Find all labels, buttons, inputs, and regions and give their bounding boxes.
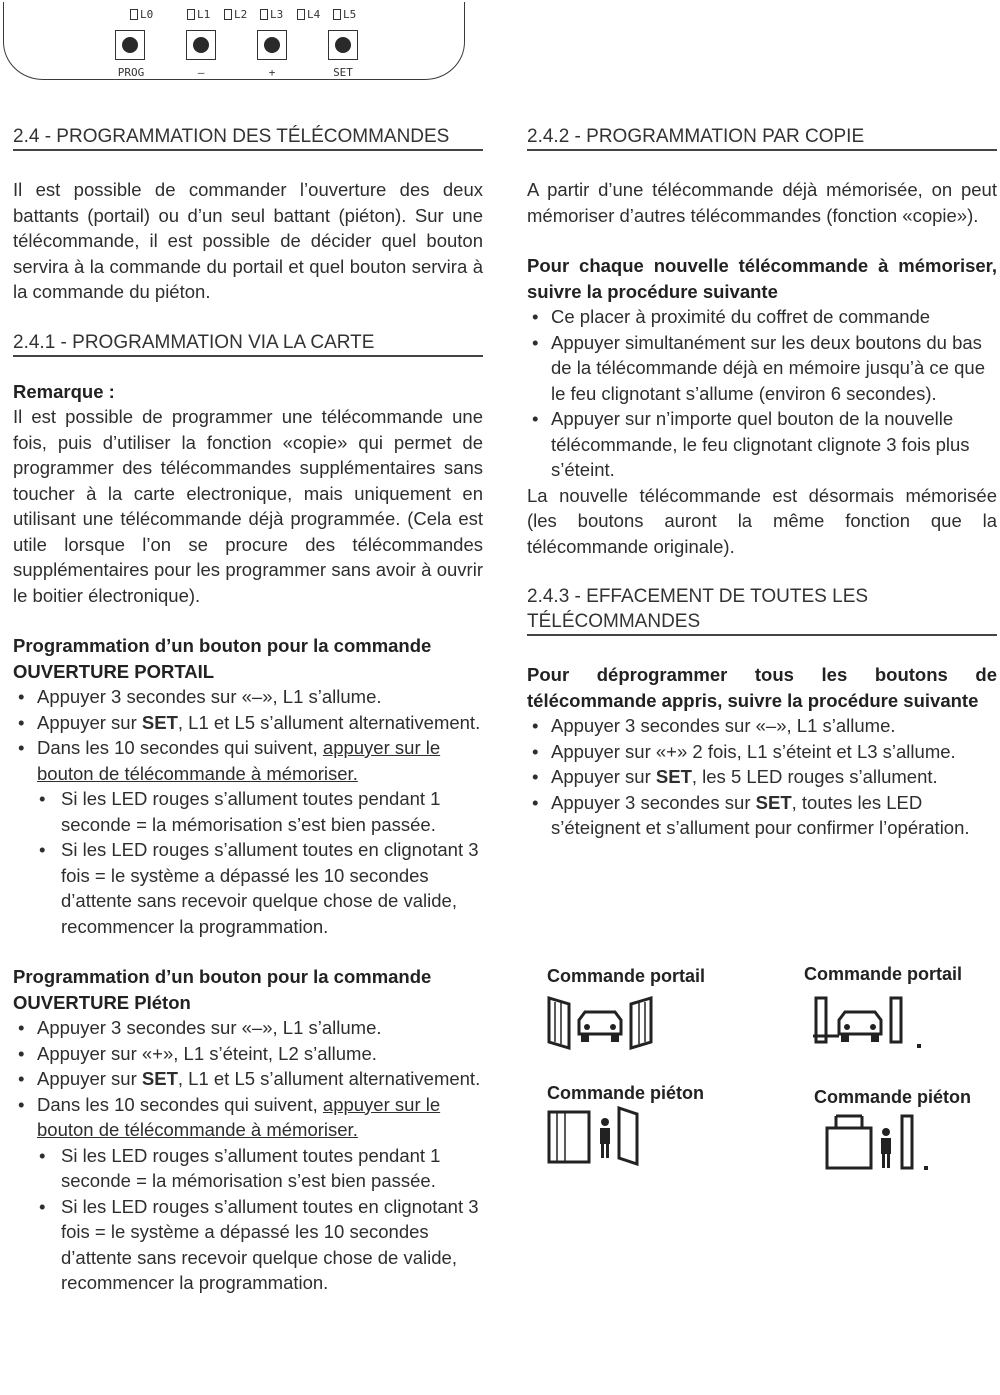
led-l5: L5 [333, 8, 356, 21]
remark-paragraph: Il est possible de programmer une télécommande une fois, puis d’utiliser la fonction «copie» qui permet de programmer des télécommandes supplémentaires sans toucher à la carte electronique, mais uniquement en utilisant une télécommande déjà programmée. (Cela est utile lorsque l’on se procure des télécommandes supplémentaires pour les programmer sans avoir à ouvrir le boitier électronique). [13, 406, 483, 606]
plus-button[interactable] [257, 30, 287, 60]
list-item: • Appuyer sur SET, L1 et L5 s’allument alternativement. [13, 1066, 483, 1092]
picto-title-portail-swing: Commande portail [547, 966, 706, 986]
list-item: • Appuyer sur SET, les 5 LED rouges s’allument. [527, 764, 997, 790]
list-item: • Appuyer 3 secondes sur SET, toutes les LED s’éteignent et s’allument pour confirmer l’opération. [527, 790, 997, 841]
remark-title: Remarque : [13, 380, 115, 402]
sliding-gate-car-icon [813, 994, 925, 1052]
swing-gate-pedestrian-icon [545, 1104, 645, 1168]
picto-title-portail-slide: Commande portail [804, 964, 963, 984]
list-item: • Appuyer 3 secondes sur «–», L1 s’allume. [13, 1015, 483, 1041]
list-item: • Appuyer sur SET, L1 et L5 s’allument alternativement. [13, 710, 483, 736]
list-item: • Ce placer à proximité du coffret de commande [527, 304, 997, 330]
list-item: • Appuyer sur «+» 2 fois, L1 s’éteint et L3 s’allume. [527, 739, 997, 765]
minus-button[interactable] [186, 30, 216, 60]
prog-pieton-title: Programmation d’un bouton pour la commande OUVERTURE PIéton [13, 966, 432, 1013]
section-title-2-4-3: 2.4.3 - EFFACEMENT DE TOUTES LES TÉLÉCOMMANDES [527, 584, 997, 636]
led-l1: L1 [187, 8, 210, 21]
prog-button[interactable] [115, 30, 145, 60]
led-l4: L4 [297, 8, 320, 21]
list-item: • Appuyer 3 secondes sur «–», L1 s’allume. [527, 713, 997, 739]
list-item: • Dans les 10 secondes qui suivent, appuyer sur le bouton de télécommande à mémoriser. [13, 1092, 483, 1143]
prog-pieton-results [13, 1143, 483, 1296]
left-column [13, 124, 483, 1296]
sliding-gate-pedestrian-icon [824, 1110, 934, 1172]
control-board [3, 2, 465, 80]
erase-procedure-title: Pour déprogrammer tous les boutons de télécommande appris, suivre la procédure suivante [527, 664, 997, 711]
led-l2: L2 [224, 8, 247, 21]
section-title-2-4-2: 2.4.2 - PROGRAMMATION PAR COPIE [527, 124, 997, 151]
list-item: • Appuyer sur «+», L1 s’éteint, L2 s’allume. [13, 1041, 483, 1067]
led-l3: L3 [260, 8, 283, 21]
section-title-2-4-1: 2.4.1 - PROGRAMMATION VIA LA CARTE [13, 330, 483, 357]
list-item: • Appuyer sur n’importe quel bouton de la nouvelle télécommande, le feu clignotant clignote 3 fois plus s’éteint. [527, 406, 997, 483]
plus-label: + [268, 66, 276, 79]
list-item: • Appuyer simultanément sur les deux boutons du bas de la télécommande déjà en mémoire jusqu’à ce que le feu clignotant s’allume (environ 6 secondes). [527, 330, 997, 407]
list-item: • Dans les 10 secondes qui suivent, appuyer sur le bouton de télécommande à mémoriser. [13, 735, 483, 786]
prog-portail-steps [13, 684, 483, 786]
copy-procedure-title: Pour chaque nouvelle télécommande à mémoriser, suivre la procédure suivante [527, 255, 997, 302]
picto-title-pieton-slide: Commande piéton [814, 1087, 972, 1107]
prog-portail-title: Programmation d’un bouton pour la commande OUVERTURE PORTAIL [13, 635, 432, 682]
copy-outro: La nouvelle télécommande est désormais mémorisée (les boutons auront la même fonction que la télécommande originale). [527, 484, 997, 557]
list-item: • Si les LED rouges s’allument toutes pendant 1 seconde = la mémorisation s’est bien passée. [13, 1143, 483, 1194]
prog-portail-results [13, 786, 483, 939]
picto-title-pieton-swing: Commande piéton [547, 1083, 705, 1103]
set-button[interactable] [328, 30, 358, 60]
erase-steps [527, 713, 997, 841]
list-item: • Appuyer 3 secondes sur «–», L1 s’allume. [13, 684, 483, 710]
section-title-2-4: 2.4 - PROGRAMMATION DES TÉLÉCOMMANDES [13, 124, 483, 151]
list-item: • Si les LED rouges s’allument toutes en clignotant 3 fois = le système a dépassé les 10 secondes d’attente sans recevoir quelque chose de valide, recommencer la programmation. [13, 837, 483, 939]
led-l0: L0 [130, 8, 153, 21]
swing-gate-car-icon [545, 990, 655, 1052]
prog-pieton-steps [13, 1015, 483, 1143]
minus-label: – [197, 66, 205, 79]
set-label: SET [333, 66, 353, 79]
list-item: • Si les LED rouges s’allument toutes en clignotant 3 fois = le système a dépassé les 10 secondes d’attente sans recevoir quelque chose de valide, recommencer la programmation. [13, 1194, 483, 1296]
list-item: • Si les LED rouges s’allument toutes pendant 1 seconde = la mémorisation s’est bien passée. [13, 786, 483, 837]
intro-paragraph: Il est possible de commander l’ouverture des deux battants (portail) ou d’un seul battant (piéton). Sur une télécommande, il est possible de décider quel bouton servira à la commande du portail et quel bouton servira à la commande du piéton. [13, 179, 483, 302]
copy-steps [527, 304, 997, 483]
right-column [527, 124, 997, 841]
copy-intro: A partir d’une télécommande déjà mémorisée, on peut mémoriser d’autres télécommandes (fonction «copie»). [527, 179, 997, 226]
prog-label: PROG [117, 66, 145, 79]
